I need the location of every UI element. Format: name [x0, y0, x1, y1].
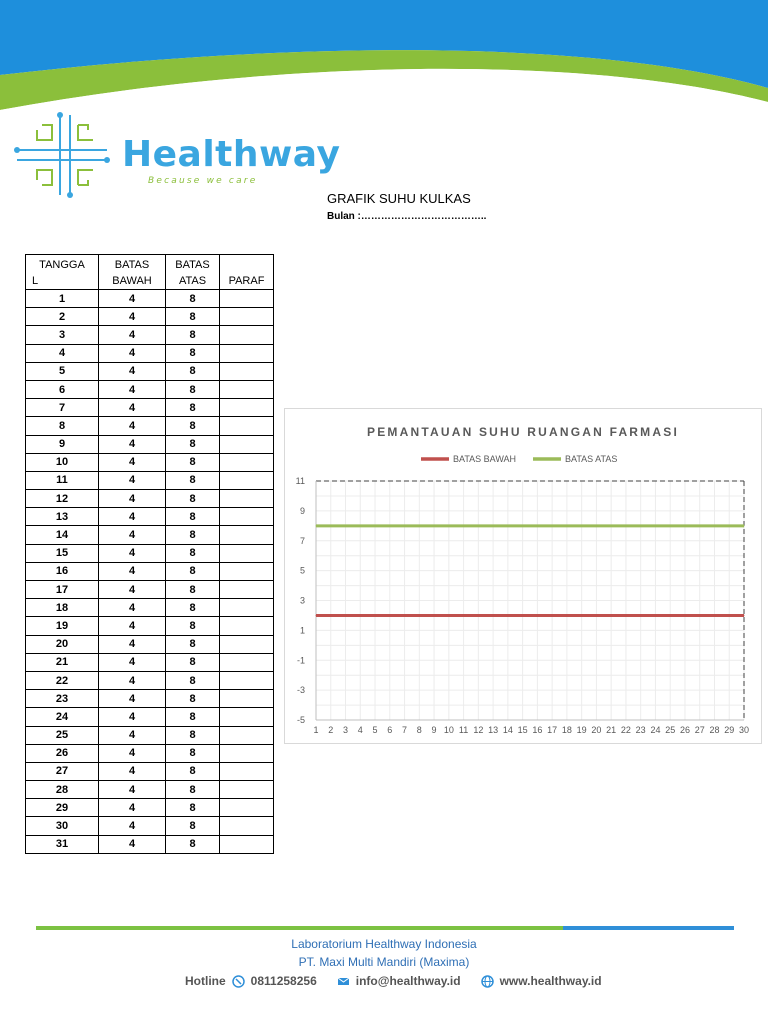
- day-cell: 20: [26, 635, 99, 653]
- day-cell: 23: [26, 690, 99, 708]
- high-limit-cell: 8: [166, 526, 220, 544]
- signature-cell[interactable]: [220, 726, 274, 744]
- x-tick-label: 16: [532, 725, 543, 735]
- data-point: [434, 525, 435, 526]
- high-limit-cell: 8: [166, 781, 220, 799]
- data-point: [448, 615, 449, 616]
- data-point: [552, 525, 553, 526]
- table-row: [26, 653, 274, 671]
- signature-cell[interactable]: [220, 435, 274, 453]
- low-limit-cell: 4: [99, 781, 166, 799]
- data-point: [404, 525, 405, 526]
- low-limit-cell: 4: [99, 799, 166, 817]
- x-tick-label: 19: [576, 725, 587, 735]
- y-tick-label: 5: [299, 565, 305, 576]
- table-row: [26, 380, 274, 398]
- data-point: [463, 525, 464, 526]
- y-tick-label: -5: [296, 715, 305, 725]
- data-point: [360, 615, 361, 616]
- x-tick-label: 9: [431, 725, 437, 735]
- email-address[interactable]: info@healthway.id: [355, 974, 461, 988]
- table-row: [26, 744, 274, 762]
- data-point: [581, 525, 582, 526]
- table-row: [26, 453, 274, 471]
- x-tick-label: 8: [416, 725, 422, 735]
- data-point: [360, 525, 361, 526]
- day-cell: 28: [26, 781, 99, 799]
- signature-cell[interactable]: [220, 581, 274, 599]
- x-tick-label: 21: [606, 725, 617, 735]
- x-tick-label: 23: [635, 725, 646, 735]
- signature-cell[interactable]: [220, 490, 274, 508]
- high-limit-cell: 8: [166, 399, 220, 417]
- high-limit-cell: 8: [166, 490, 220, 508]
- high-limit-cell: 8: [166, 344, 220, 362]
- data-point: [670, 615, 671, 616]
- high-limit-cell: 8: [166, 617, 220, 635]
- header-high-limit: BATAS ATAS: [166, 255, 220, 290]
- table-row: [26, 417, 274, 435]
- data-point: [345, 615, 346, 616]
- data-point: [419, 525, 420, 526]
- table-row: [26, 817, 274, 835]
- y-tick-label: 11: [295, 476, 305, 486]
- signature-cell[interactable]: [220, 399, 274, 417]
- signature-cell[interactable]: [220, 362, 274, 380]
- data-point: [389, 615, 390, 616]
- table-row: [26, 781, 274, 799]
- high-limit-cell: 8: [166, 544, 220, 562]
- signature-cell[interactable]: [220, 744, 274, 762]
- day-cell: 6: [26, 380, 99, 398]
- data-point: [316, 615, 317, 616]
- low-limit-cell: 4: [99, 308, 166, 326]
- low-limit-cell: 4: [99, 290, 166, 308]
- header-low-limit: BATAS BAWAH: [99, 255, 166, 290]
- x-tick-label: 28: [709, 725, 720, 735]
- day-cell: 15: [26, 544, 99, 562]
- signature-cell[interactable]: [220, 835, 274, 853]
- data-point: [552, 615, 553, 616]
- low-limit-cell: 4: [99, 344, 166, 362]
- x-tick-label: 15: [517, 725, 528, 735]
- day-cell: 29: [26, 799, 99, 817]
- high-limit-cell: 8: [166, 744, 220, 762]
- data-point: [493, 525, 494, 526]
- day-cell: 13: [26, 508, 99, 526]
- signature-cell[interactable]: [220, 635, 274, 653]
- high-limit-cell: 8: [166, 599, 220, 617]
- y-tick-label: 1: [299, 625, 305, 636]
- data-point: [699, 525, 700, 526]
- low-limit-cell: 4: [99, 435, 166, 453]
- hotline-label: Hotline: [185, 974, 226, 988]
- data-point: [507, 525, 508, 526]
- x-tick-label: 1: [313, 725, 319, 735]
- data-point: [345, 525, 346, 526]
- signature-cell[interactable]: [220, 508, 274, 526]
- day-cell: 8: [26, 417, 99, 435]
- data-point: [640, 615, 641, 616]
- data-point: [404, 615, 405, 616]
- data-point: [744, 615, 745, 616]
- day-cell: 12: [26, 490, 99, 508]
- signature-cell[interactable]: [220, 708, 274, 726]
- day-cell: 11: [26, 471, 99, 489]
- low-limit-cell: 4: [99, 490, 166, 508]
- day-cell: 4: [26, 344, 99, 362]
- data-point: [389, 525, 390, 526]
- header-wave-banner: [0, 0, 768, 120]
- x-tick-label: 4: [357, 725, 363, 735]
- signature-cell[interactable]: [220, 453, 274, 471]
- x-tick-label: 30: [738, 725, 750, 735]
- high-limit-cell: 8: [166, 562, 220, 580]
- signature-cell[interactable]: [220, 690, 274, 708]
- table-row: [26, 326, 274, 344]
- data-point: [478, 615, 479, 616]
- email-icon: [337, 975, 350, 988]
- x-tick-label: 29: [724, 725, 735, 735]
- data-point: [566, 525, 567, 526]
- x-tick-label: 11: [458, 725, 469, 735]
- low-limit-cell: 4: [99, 708, 166, 726]
- data-point: [625, 525, 626, 526]
- signature-cell[interactable]: [220, 762, 274, 780]
- temperature-log-table: [25, 254, 274, 854]
- data-point: [625, 615, 626, 616]
- signature-cell[interactable]: [220, 471, 274, 489]
- data-point: [566, 615, 567, 616]
- day-cell: 26: [26, 744, 99, 762]
- day-cell: 1: [26, 290, 99, 308]
- low-limit-cell: 4: [99, 762, 166, 780]
- data-point: [596, 615, 597, 616]
- day-cell: 10: [26, 453, 99, 471]
- x-tick-label: 26: [679, 725, 690, 735]
- data-point: [714, 615, 715, 616]
- signature-cell[interactable]: [220, 326, 274, 344]
- signature-cell[interactable]: [220, 653, 274, 671]
- footer-company: PT. Maxi Multi Mandiri (Maxima): [298, 955, 470, 969]
- footer-organization: Laboratorium Healthway Indonesia: [291, 937, 477, 951]
- globe-icon: [481, 975, 494, 988]
- low-limit-cell: 4: [99, 744, 166, 762]
- signature-cell[interactable]: [220, 417, 274, 435]
- high-limit-cell: 8: [166, 380, 220, 398]
- high-limit-cell: 8: [166, 471, 220, 489]
- data-point: [684, 615, 685, 616]
- low-limit-cell: 4: [99, 617, 166, 635]
- high-limit-cell: 8: [166, 653, 220, 671]
- x-tick-label: 25: [665, 725, 676, 735]
- table-row: [26, 599, 274, 617]
- table-row: [26, 690, 274, 708]
- table-row: [26, 362, 274, 380]
- y-tick-label: 9: [299, 505, 305, 516]
- low-limit-cell: 4: [99, 417, 166, 435]
- table-row: [26, 399, 274, 417]
- data-point: [375, 615, 376, 616]
- table-row: [26, 490, 274, 508]
- signature-cell[interactable]: [220, 380, 274, 398]
- x-tick-label: 27: [694, 725, 705, 735]
- signature-cell[interactable]: [220, 671, 274, 689]
- x-tick-label: 5: [372, 725, 378, 735]
- footer-contact-line: [185, 974, 602, 988]
- day-cell: 31: [26, 835, 99, 853]
- data-point: [581, 615, 582, 616]
- data-point: [463, 615, 464, 616]
- data-point: [330, 525, 331, 526]
- table-row: [26, 726, 274, 744]
- x-tick-label: 6: [387, 725, 393, 735]
- low-limit-cell: 4: [99, 526, 166, 544]
- low-limit-cell: 4: [99, 835, 166, 853]
- data-point: [478, 525, 479, 526]
- table-row: [26, 544, 274, 562]
- high-limit-cell: 8: [166, 762, 220, 780]
- table-row: [26, 435, 274, 453]
- high-limit-cell: 8: [166, 453, 220, 471]
- low-limit-cell: 4: [99, 599, 166, 617]
- low-limit-cell: 4: [99, 562, 166, 580]
- high-limit-cell: 8: [166, 635, 220, 653]
- day-cell: 21: [26, 653, 99, 671]
- low-limit-cell: 4: [99, 362, 166, 380]
- y-tick-label: -3: [296, 685, 305, 696]
- website-link[interactable]: www.healthway.id: [499, 974, 602, 988]
- table-row: [26, 344, 274, 362]
- month-field: Bulan :………………………………..: [327, 211, 487, 222]
- high-limit-cell: 8: [166, 308, 220, 326]
- day-cell: 14: [26, 526, 99, 544]
- table-row: [26, 762, 274, 780]
- high-limit-cell: 8: [166, 362, 220, 380]
- data-point: [744, 525, 745, 526]
- day-cell: 9: [26, 435, 99, 453]
- table-header-row: [26, 255, 274, 290]
- y-tick-label: 3: [299, 595, 305, 606]
- low-limit-cell: 4: [99, 653, 166, 671]
- day-cell: 2: [26, 308, 99, 326]
- low-limit-cell: 4: [99, 544, 166, 562]
- data-point: [419, 615, 420, 616]
- data-point: [448, 525, 449, 526]
- high-limit-cell: 8: [166, 417, 220, 435]
- data-point: [316, 525, 317, 526]
- y-tick-label: -1: [296, 655, 305, 666]
- x-tick-label: 18: [561, 725, 572, 735]
- data-point: [537, 525, 538, 526]
- signature-cell[interactable]: [220, 308, 274, 326]
- data-point: [699, 615, 700, 616]
- table-row: [26, 308, 274, 326]
- signature-cell[interactable]: [220, 290, 274, 308]
- high-limit-cell: 8: [166, 508, 220, 526]
- low-limit-cell: 4: [99, 453, 166, 471]
- high-limit-cell: 8: [166, 326, 220, 344]
- high-limit-cell: 8: [166, 690, 220, 708]
- phone-icon: [232, 975, 245, 988]
- data-point: [493, 615, 494, 616]
- data-point: [640, 525, 641, 526]
- table-row: [26, 635, 274, 653]
- table-row: [26, 708, 274, 726]
- signature-cell[interactable]: [220, 344, 274, 362]
- data-point: [729, 525, 730, 526]
- day-cell: 3: [26, 326, 99, 344]
- day-cell: 5: [26, 362, 99, 380]
- low-limit-cell: 4: [99, 380, 166, 398]
- legend-label: BATAS ATAS: [565, 454, 618, 464]
- temperature-chart: [284, 408, 762, 744]
- header-date: TANGGA L: [26, 255, 99, 290]
- signature-cell[interactable]: [220, 599, 274, 617]
- hotline-number[interactable]: 0811258256: [250, 974, 317, 988]
- data-point: [611, 615, 612, 616]
- signature-cell[interactable]: [220, 781, 274, 799]
- low-limit-cell: 4: [99, 671, 166, 689]
- high-limit-cell: 8: [166, 726, 220, 744]
- data-point: [375, 525, 376, 526]
- data-point: [596, 525, 597, 526]
- data-point: [330, 615, 331, 616]
- day-cell: 19: [26, 617, 99, 635]
- data-point: [729, 615, 730, 616]
- day-cell: 18: [26, 599, 99, 617]
- x-tick-label: 24: [650, 725, 661, 735]
- table-row: [26, 799, 274, 817]
- high-limit-cell: 8: [166, 290, 220, 308]
- data-point: [522, 525, 523, 526]
- day-cell: 25: [26, 726, 99, 744]
- table-row: [26, 471, 274, 489]
- table-row: [26, 617, 274, 635]
- data-point: [434, 615, 435, 616]
- high-limit-cell: 8: [166, 835, 220, 853]
- signature-cell[interactable]: [220, 817, 274, 835]
- header-signature: PARAF: [220, 255, 274, 290]
- signature-cell[interactable]: [220, 562, 274, 580]
- signature-cell[interactable]: [220, 544, 274, 562]
- signature-cell[interactable]: [220, 617, 274, 635]
- table-row: [26, 671, 274, 689]
- data-point: [655, 615, 656, 616]
- x-tick-label: 12: [473, 725, 484, 735]
- table-row: [26, 508, 274, 526]
- x-tick-label: 2: [328, 725, 334, 735]
- x-tick-label: 20: [591, 725, 602, 735]
- legend-label: BATAS BAWAH: [453, 454, 517, 464]
- signature-cell[interactable]: [220, 799, 274, 817]
- brand-tagline: Because we care: [148, 176, 258, 186]
- chart-canvas: [285, 409, 761, 743]
- low-limit-cell: 4: [99, 635, 166, 653]
- data-point: [507, 615, 508, 616]
- data-point: [537, 615, 538, 616]
- data-point: [655, 525, 656, 526]
- low-limit-cell: 4: [99, 817, 166, 835]
- x-tick-label: 10: [443, 725, 454, 735]
- x-tick-label: 7: [402, 725, 408, 735]
- data-point: [670, 525, 671, 526]
- day-cell: 7: [26, 399, 99, 417]
- day-cell: 17: [26, 581, 99, 599]
- day-cell: 22: [26, 671, 99, 689]
- brand-name: Healthway: [122, 134, 341, 175]
- table-row: [26, 290, 274, 308]
- low-limit-cell: 4: [99, 326, 166, 344]
- signature-cell[interactable]: [220, 526, 274, 544]
- chart-title: PEMANTAUAN SUHU RUANGAN FARMASI: [367, 425, 679, 439]
- day-cell: 24: [26, 708, 99, 726]
- day-cell: 30: [26, 817, 99, 835]
- day-cell: 16: [26, 562, 99, 580]
- low-limit-cell: 4: [99, 581, 166, 599]
- data-point: [714, 525, 715, 526]
- y-tick-label: 7: [299, 535, 305, 546]
- footer-divider: [36, 926, 734, 930]
- x-tick-label: 3: [343, 725, 349, 735]
- high-limit-cell: 8: [166, 581, 220, 599]
- low-limit-cell: 4: [99, 399, 166, 417]
- data-point: [611, 525, 612, 526]
- high-limit-cell: 8: [166, 817, 220, 835]
- low-limit-cell: 4: [99, 690, 166, 708]
- high-limit-cell: 8: [166, 708, 220, 726]
- x-tick-label: 14: [502, 725, 513, 735]
- low-limit-cell: 4: [99, 508, 166, 526]
- x-tick-label: 13: [488, 725, 499, 735]
- high-limit-cell: 8: [166, 799, 220, 817]
- data-point: [522, 615, 523, 616]
- x-tick-label: 22: [620, 725, 631, 735]
- high-limit-cell: 8: [166, 671, 220, 689]
- high-limit-cell: 8: [166, 435, 220, 453]
- table-row: [26, 835, 274, 853]
- low-limit-cell: 4: [99, 726, 166, 744]
- document-title: GRAFIK SUHU KULKAS: [327, 191, 471, 206]
- table-row: [26, 526, 274, 544]
- low-limit-cell: 4: [99, 471, 166, 489]
- table-row: [26, 562, 274, 580]
- table-row: [26, 581, 274, 599]
- day-cell: 27: [26, 762, 99, 780]
- x-tick-label: 17: [547, 725, 558, 735]
- data-point: [684, 525, 685, 526]
